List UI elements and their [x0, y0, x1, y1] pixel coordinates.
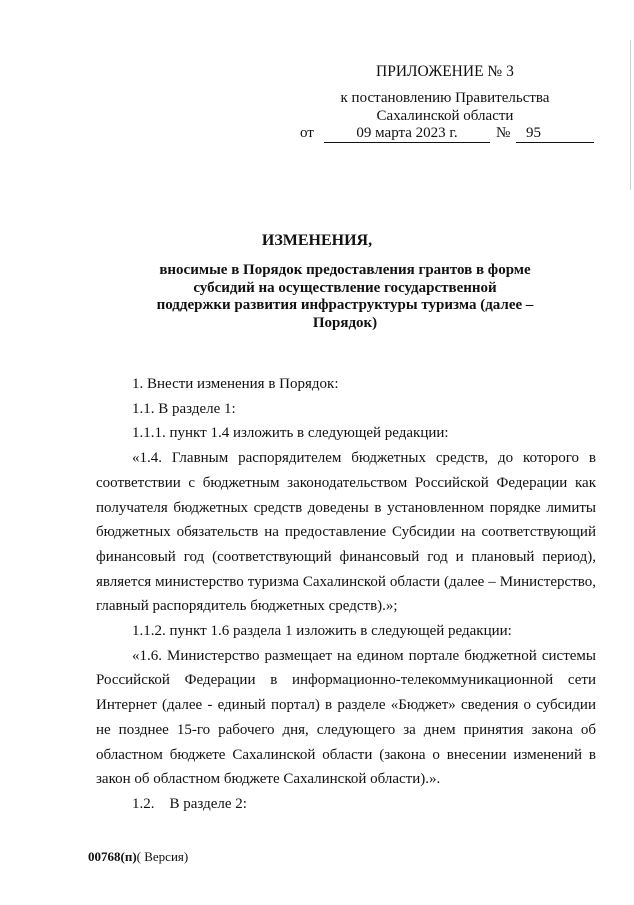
document-subtitle: [145, 262, 545, 332]
resolution-reference: [340, 90, 550, 125]
paragraph-1-1: 1.1. В разделе 1:: [132, 400, 236, 417]
subtitle-line: вносимые в Порядок предоставления грантов в форме: [159, 262, 531, 278]
number-value: 95: [516, 125, 594, 143]
date-number-line: [300, 125, 600, 143]
document-body: [96, 372, 596, 817]
subtitle-line: Порядок): [312, 314, 378, 331]
paragraph-1-1-2: 1.1.2. пункт 1.6 раздела 1 изложить в следующей редакции:: [132, 623, 512, 640]
document-code: 00768(п): [88, 849, 137, 864]
paragraph-1-1-1: 1.1.1. пункт 1.4 изложить в следующей редакции:: [132, 425, 449, 442]
scan-edge-line: [630, 40, 631, 190]
document-title: ИЗМЕНЕНИЯ,: [261, 232, 373, 249]
paragraph-1-6-text: «1.6. Министерство размещает на едином портале бюджетной системы Российской Федерации в информационно-телекоммуникационной сети Интернет (далее - единый портал) в разделе «Бюджет» сведения о субсидии не позднее 15-го рабочего дня, следующего за днем принятия закона об областном бюджете Сахалинской области (закона о внесении изменений в закон об областном бюджете Сахалинской области).».: [96, 647, 596, 788]
number-label: №: [496, 125, 511, 141]
date-label: от: [300, 125, 314, 141]
region-line: Сахалинской области: [376, 107, 514, 124]
subtitle-line: поддержки развития инфраструктуры туризма (далее –: [156, 297, 534, 313]
appendix-label: ПРИЛОЖЕНИЕ № 3: [376, 63, 514, 80]
paragraph-1-2: 1.2. В разделе 2:: [132, 795, 247, 812]
date-value: 09 марта 2023 г.: [324, 125, 490, 143]
version-label: ( Версия): [136, 849, 189, 864]
resolution-line: к постановлению Правительства: [340, 90, 550, 106]
footer-code: [88, 849, 188, 865]
subtitle-line: субсидий на осуществление государственной: [193, 279, 497, 296]
paragraph-1-4-text: «1.4. Главным распорядителем бюджетных средств, до которого в соответствии с бюджетным законодательством Российской Федерации как получателя бюджетных средств доведены в установленном порядке лимиты бюджетных обязательств на предоставление Субсидии на соответствующий финансовый год (соответствующий финансовый год и плановый период), является министерство туризма Сахалинской области (далее – Министерство, главный распорядитель бюджетных средств).»;: [96, 450, 596, 615]
paragraph-1: 1. Внести изменения в Порядок:: [132, 376, 339, 392]
